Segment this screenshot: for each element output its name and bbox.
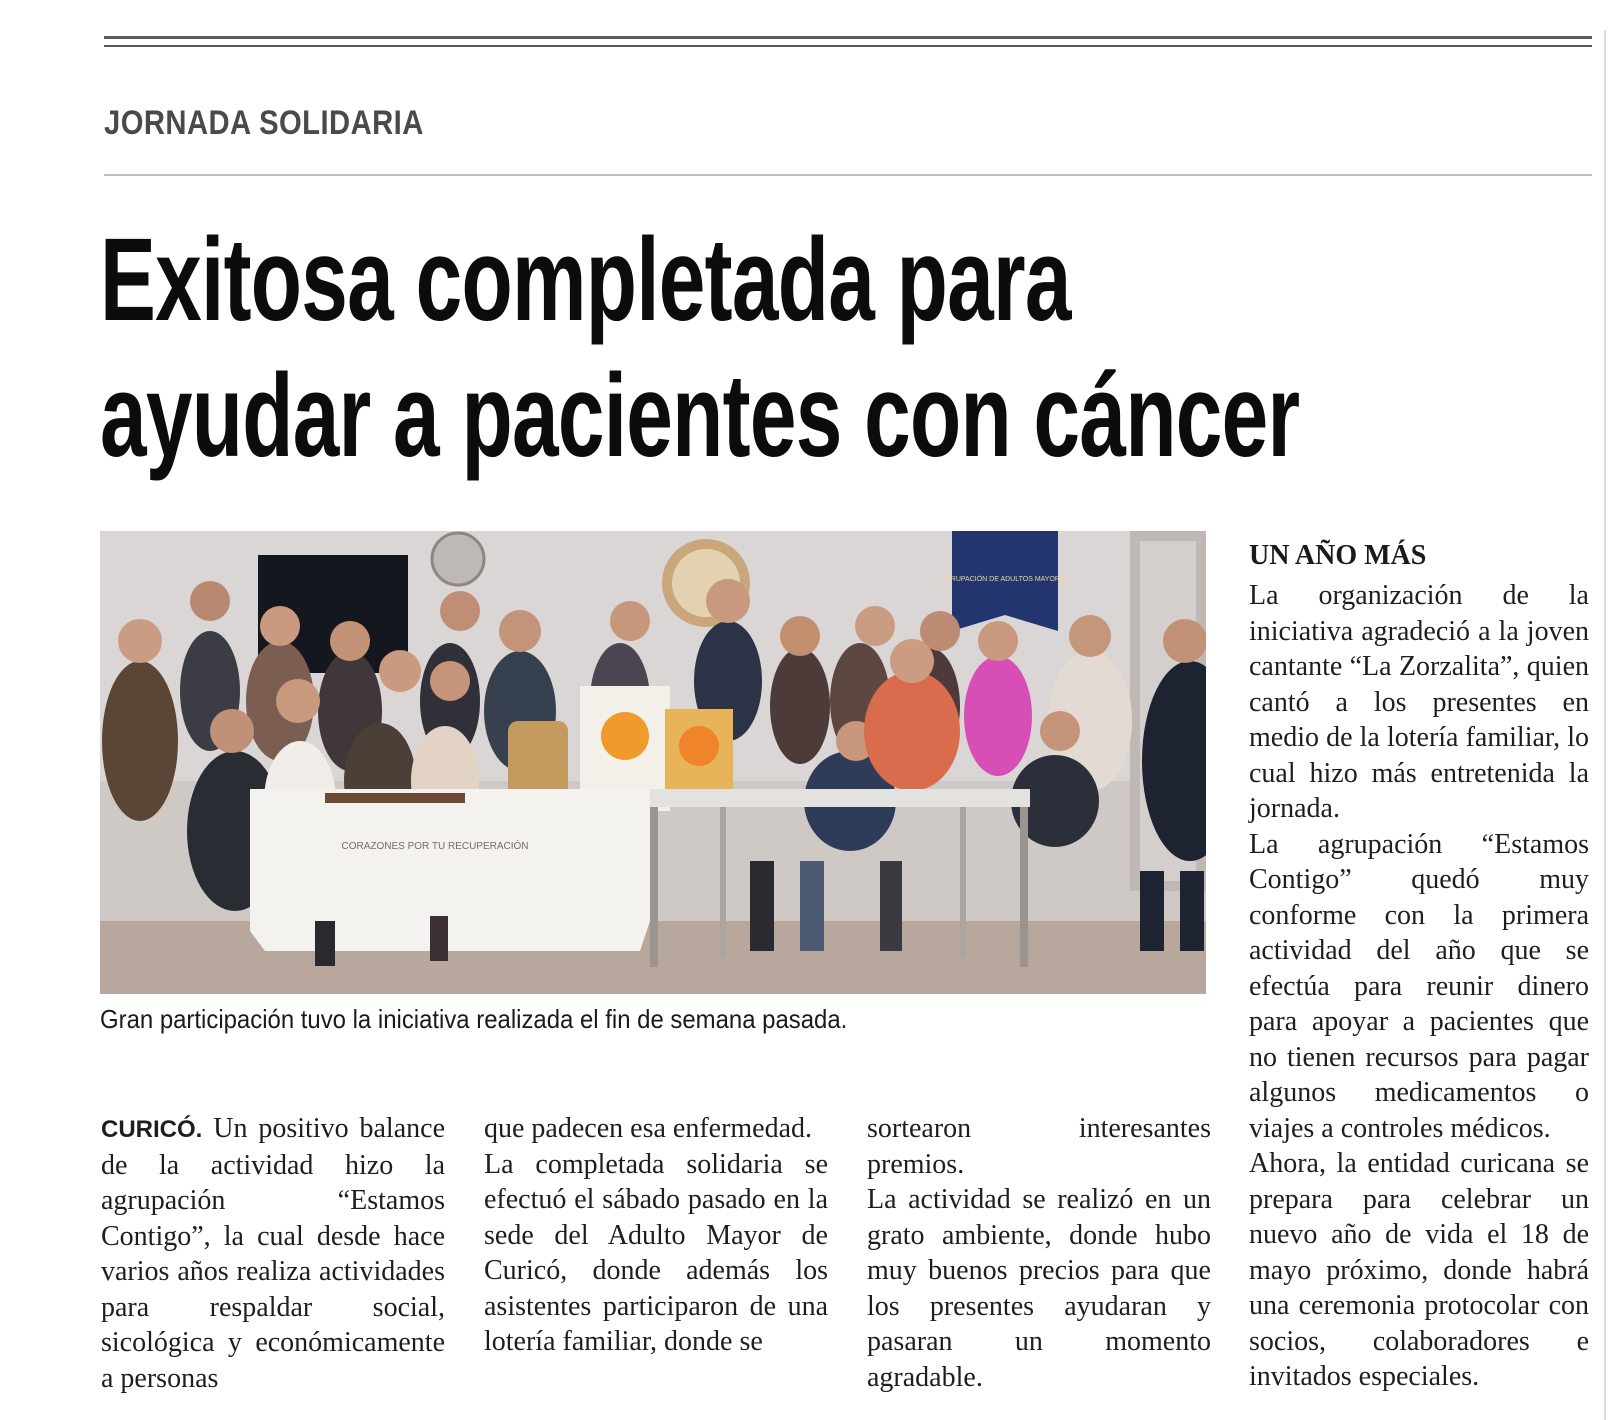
section-kicker: JORNADA SOLIDARIA (104, 104, 424, 142)
top-rule (104, 36, 1592, 39)
article-column-1 (101, 1111, 445, 1396)
column-2-paragraph-2: La completada solidaria se efectuó el sábado pasado en la sede del Adulto Mayor de Curicó, donde además los asistentes participaron de una lotería familiar, donde se (484, 1148, 828, 1357)
photo-caption: Gran participación tuvo la iniciativa realizada el fin de semana pasada. (100, 1004, 848, 1034)
kicker-divider (104, 174, 1592, 176)
column-1-text: Un positivo balance de la actividad hizo la agrupación “Estamos Contigo”, la cual desde hace varios años realiza actividades para respaldar social, sicológica y económicamente a personas (101, 1113, 445, 1394)
page-edge (1604, 30, 1606, 1420)
headline-line-1: Exitosa completada para (100, 214, 1071, 346)
article-column-2 (484, 1111, 828, 1360)
headline-line-2: ayudar a pacientes con cáncer (100, 350, 1300, 482)
column-3-paragraph-2: La actividad se realizó en un grato ambiente, donde hubo muy buenos precios para que los presentes ayudaran y pasaran un momento agradable. (867, 1184, 1211, 1393)
column-2-paragraph-1: que padecen esa enfermedad. (484, 1113, 813, 1144)
column-3-paragraph-1: sortearon interesantes premios. (867, 1113, 1211, 1180)
banner-text: AGRUPACIÓN DE ADULTOS MAYORES (940, 576, 1070, 583)
column-4-paragraph-2: La agrupación “Estamos Contigo” quedó muy conforme con la primera actividad del año que se efectúa para reunir dinero para apoyar a pacientes que no tienen recursos para pagar algunos medicamentos o viajes a controles médicos. (1249, 828, 1589, 1144)
group-photo (100, 531, 1206, 994)
dateline: CURICÓ. (101, 1116, 203, 1143)
headline (100, 212, 1307, 484)
tablecloth-text: CORAZONES POR TU RECUPERACIÓN (341, 841, 529, 852)
subheading: UN AÑO MÁS (1249, 540, 1427, 571)
article-column-3 (867, 1111, 1211, 1395)
column-4-paragraph-1: La organización de la iniciativa agradeció a la joven cantante “La Zorzalita”, quien cantó a los presentes en medio de la lotería familiar, lo cual hizo más entretenida la jornada. (1249, 580, 1589, 824)
article-column-4 (1249, 578, 1589, 1395)
top-rule-thin (104, 45, 1592, 47)
column-4-paragraph-3: Ahora, la entidad curicana se prepara para celebrar un nuevo año de vida el 18 de mayo próximo, donde habrá una ceremonia protocolar con socios, colaboradores e invitados especiales. (1249, 1148, 1589, 1392)
